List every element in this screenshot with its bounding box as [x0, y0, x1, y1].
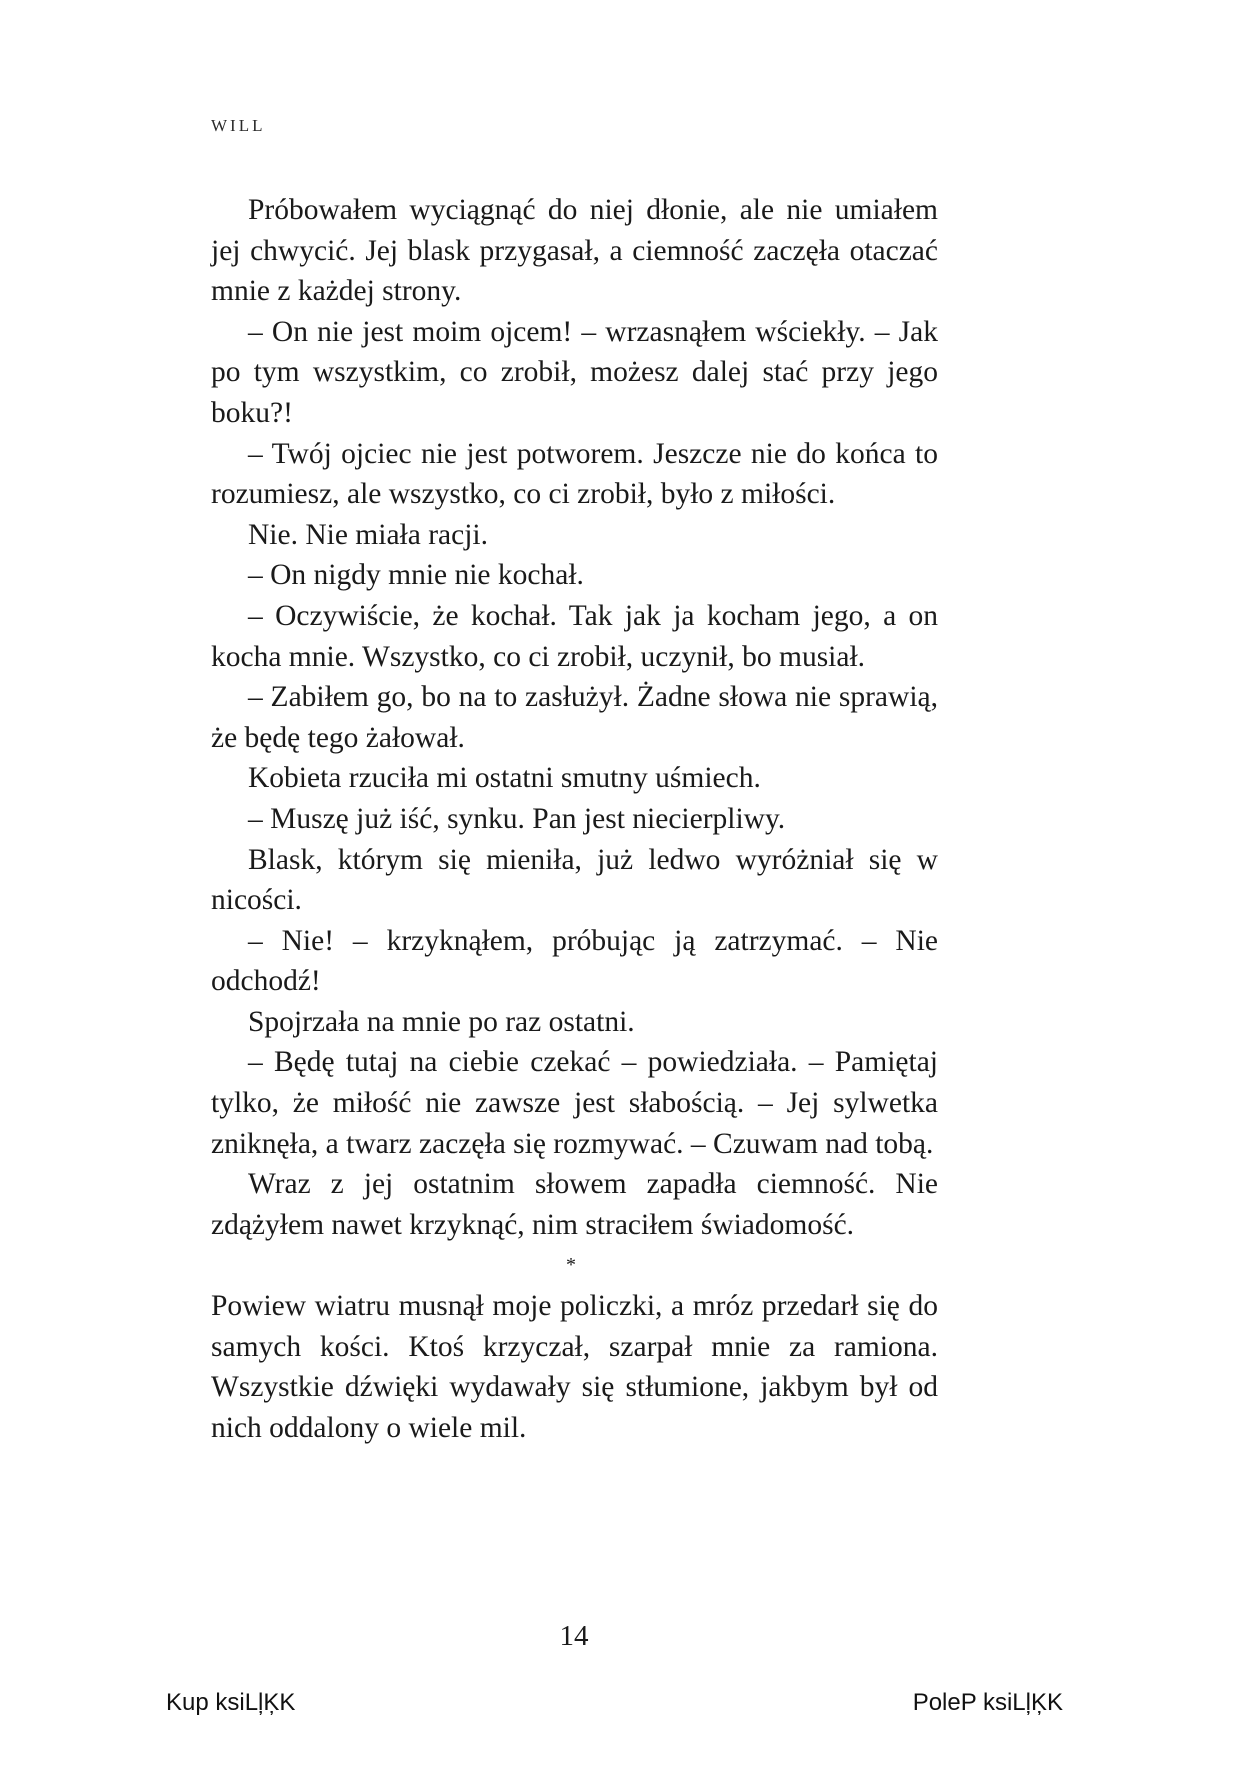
paragraph: – On nie jest moim ojcem! – wrzasnąłem wściekły. – Jak po tym wszystkim, co zrobił, możesz dalej stać przy jego boku?! — [211, 315, 938, 429]
section-separator: * — [566, 1254, 576, 1277]
paragraph: – Nie! – krzyknąłem, próbując ją zatrzymać. – Nie odchodź! — [211, 924, 938, 998]
paragraph: – Będę tutaj na ciebie czekać – powiedziała. – Pamiętaj tylko, że miłość nie zawsze jest słabością. – Jej sylwetka zniknęła, a twarz zaczęła się rozmywać. – Czuwam nad tobą. — [211, 1046, 938, 1160]
paragraph: – Oczywiście, że kochał. Tak jak ja kocham jego, a on kocha mnie. Wszystko, co ci zrobił, uczynił, bo musiał. — [211, 599, 938, 673]
paragraph: – On nigdy mnie nie kochał. — [248, 559, 584, 592]
paragraph: Próbowałem wyciągnąć do niej dłonie, ale nie umiałem jej chwycić. Jej blask przygasał, a ciemność zaczęła otaczać mnie z każdej strony. — [211, 194, 938, 308]
paragraph-after-break: Powiew wiatru musnął moje policzki, a mróz przedarł się do samych kości. Ktoś krzyczał, szarpał mnie za ramiona. Wszystkie dźwięki wydawały się stłumione, jakbym był od nich oddalony o wiele mil. — [211, 1290, 938, 1444]
buy-book-link[interactable]: Kup ksiLļĶK — [166, 1689, 296, 1716]
page-number: 14 — [559, 1620, 589, 1652]
body-text — [211, 190, 938, 1448]
paragraph: Wraz z jej ostatnim słowem zapadła ciemność. Nie zdążyłem nawet krzyknąć, nim straciłem świadomość. — [211, 1168, 938, 1241]
paragraph: – Muszę już iść, synku. Pan jest niecierpliwy. — [248, 802, 786, 835]
paragraph: Blask, którym się mieniła, już ledwo wyróżniał się w nicości. — [211, 843, 938, 917]
paragraph: – Twój ojciec nie jest potworem. Jeszcze nie do końca to rozumiesz, ale wszystko, co ci zrobił, było z miłości. — [211, 437, 938, 511]
paragraph: Spojrzała na mnie po raz ostatni. — [248, 1005, 635, 1038]
paragraph: – Zabiłem go, bo na to zasłużył. Żadne słowa nie sprawią, że będę tego żałował. — [211, 681, 938, 754]
paragraph: Nie. Nie miała racji. — [248, 518, 488, 551]
running-head: WILL — [211, 116, 266, 135]
recommend-book-link[interactable]: PoleP ksiLļĶK — [912, 1689, 1063, 1716]
paragraph: Kobieta rzuciła mi ostatni smutny uśmiech. — [248, 762, 761, 795]
